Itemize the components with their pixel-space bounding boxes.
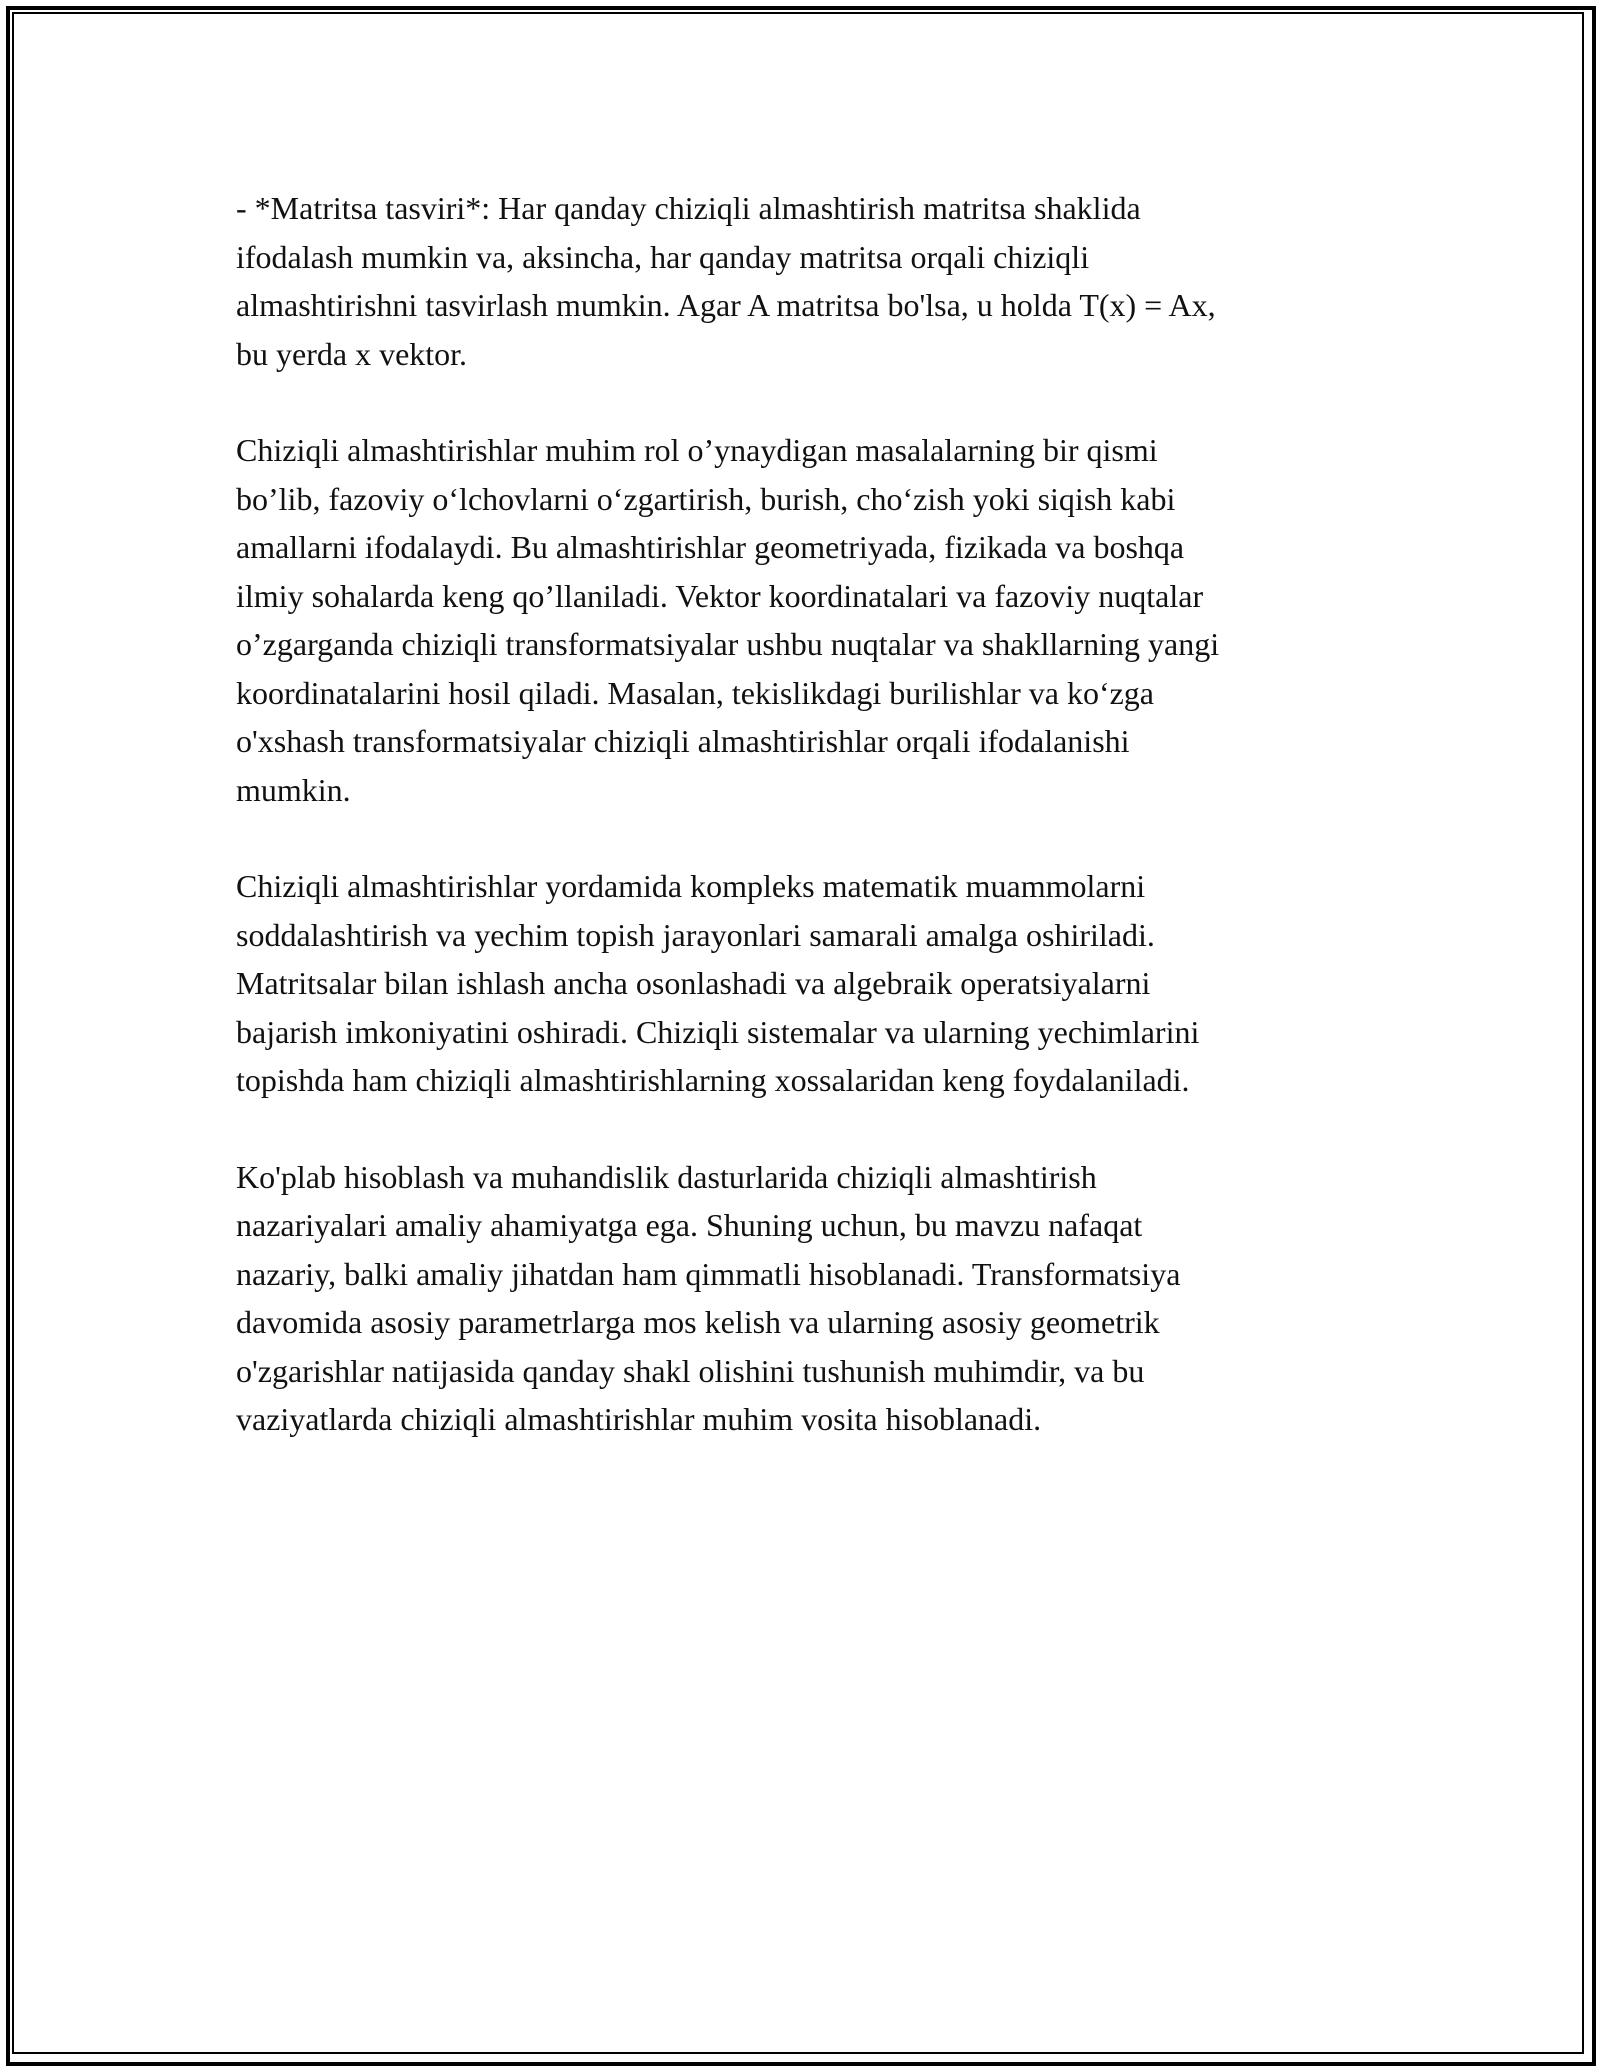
text-line: nazariy, balki amaliy jihatdan ham qimmatli hisoblanadi. Transformatsiya xyxy=(236,1255,1181,1292)
text-line: - *Matritsa tasviri*: Har qanday chiziqli almashtirish matritsa shaklida xyxy=(236,190,1141,226)
text-line: ifodalash mumkin va, aksincha, har qanday matritsa orqali chiziqli xyxy=(236,238,1090,275)
text-line: koordinatalarini hosil qiladi. Masalan, tekislikdagi burilishlar va ko‘zga xyxy=(236,674,1154,711)
text-line: ilmiy sohalarda keng qo’llaniladi. Vektor koordinatalari va fazoviy nuqtalar xyxy=(236,577,1204,614)
text-line: topishda ham chiziqli almashtirishlarning xossalaridan keng foydalaniladi. xyxy=(236,1062,1190,1098)
paragraph-simplification xyxy=(236,862,1366,1105)
text-line: bajarish imkoniyatini oshiradi. Chiziqli sistemalar va ularning yechimlarini xyxy=(236,1013,1200,1050)
text-line: davomida asosiy parametrlarga mos kelish va ularning asosiy geometrik xyxy=(236,1304,1160,1340)
paragraph-applications xyxy=(236,1153,1366,1444)
text-line: Chiziqli almashtirishlar yordamida kompleks matematik muammolarni xyxy=(236,868,1146,904)
text-line: amallarni ifodalaydi. Bu almashtirishlar geometriyada, fizikada va boshqa xyxy=(236,529,1185,565)
text-line: nazariyalari amaliy ahamiyatga ega. Shuning uchun, bu mavzu nafaqat xyxy=(236,1207,1143,1243)
document-body xyxy=(236,184,1366,1492)
text-line: Matritsalar bilan ishlash ancha osonlashadi va algebraik operatsiyalarni xyxy=(236,965,1151,1001)
text-line: o'xshash transformatsiyalar chiziqli almashtirishlar orqali ifodalanishi xyxy=(236,723,1130,759)
text-line: bo’lib, fazoviy o‘lchovlarni o‘zgartirish, burish, cho‘zish yoki siqish kabi xyxy=(236,480,1176,517)
text-line: bu yerda x vektor. xyxy=(236,335,468,372)
text-line: almashtirishni tasvirlash mumkin. Agar A matritsa bo'lsa, u holda T(x) = Ax, xyxy=(236,287,1216,323)
paragraph-role-of-linear-maps xyxy=(236,426,1366,814)
paragraph-matrix-representation xyxy=(236,184,1366,378)
text-line: o'zgarishlar natijasida qanday shakl olishini tushunish muhimdir, va bu xyxy=(236,1352,1145,1389)
text-line: mumkin. xyxy=(236,771,351,808)
text-line: Chiziqli almashtirishlar muhim rol o’ynaydigan masalalarning bir qismi xyxy=(236,432,1158,468)
text-line: Ko'plab hisoblash va muhandislik dasturlarida chiziqli almashtirish xyxy=(236,1158,1097,1195)
text-line: soddalashtirish va yechim topish jarayonlari samarali amalga oshiriladi. xyxy=(236,916,1155,953)
text-line: vaziyatlarda chiziqli almashtirishlar muhim vosita hisoblanadi. xyxy=(236,1401,1042,1437)
text-line: o’zgarganda chiziqli transformatsiyalar ushbu nuqtalar va shakllarning yangi xyxy=(236,626,1220,662)
